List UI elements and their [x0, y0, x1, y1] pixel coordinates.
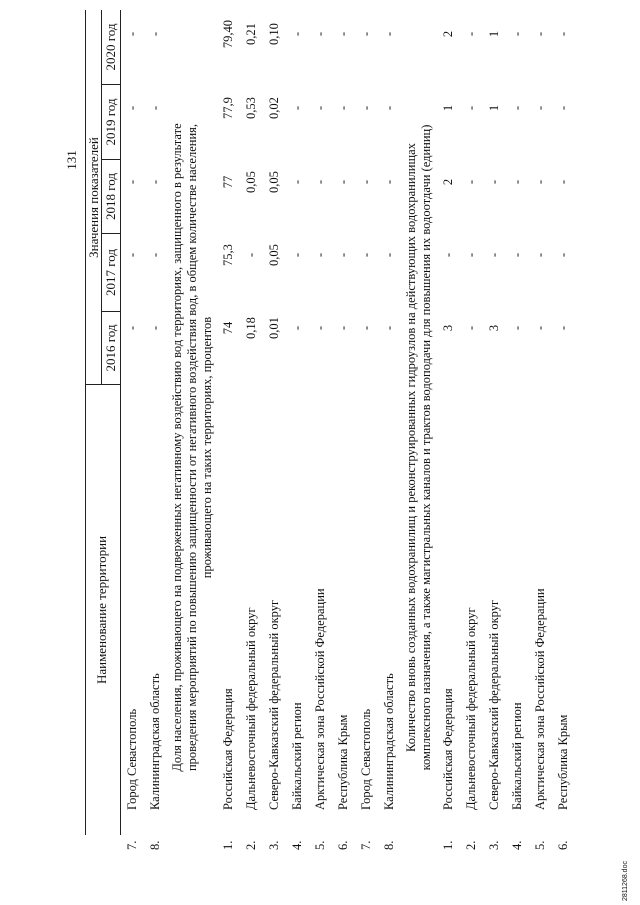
- value-cell: -: [510, 325, 524, 331]
- value-cell: 0,53: [244, 97, 258, 119]
- table-row: [267, 10, 289, 850]
- year-header: 2020 год: [103, 23, 118, 71]
- table-row: [464, 10, 486, 850]
- value-cell: 74: [221, 321, 235, 335]
- row-number: 5.: [533, 840, 547, 850]
- value-cell: -: [556, 179, 570, 185]
- value-cell: -: [464, 105, 478, 111]
- value-cell: 0,05: [244, 171, 258, 193]
- territory-name: Северо-Кавказский федеральный округ: [487, 599, 501, 810]
- territory-name: Арктическая зона Российской Федерации: [533, 588, 547, 810]
- value-cell: -: [382, 325, 396, 331]
- table-row: [221, 10, 243, 850]
- value-cell: -: [290, 31, 304, 37]
- value-cell: -: [359, 31, 373, 37]
- header-bottom-border: [120, 10, 121, 835]
- value-cell: -: [510, 31, 524, 37]
- section-heading: [170, 60, 215, 835]
- value-cell: 79,40: [221, 19, 235, 49]
- value-cell: 75,3: [221, 244, 235, 266]
- value-cell: -: [125, 179, 139, 185]
- territory-name: Байкальский регион: [290, 702, 304, 810]
- value-cell: -: [464, 31, 478, 37]
- value-cell: 3: [441, 324, 455, 332]
- territory-name: Дальневосточный федеральный округ: [464, 607, 478, 810]
- value-cell: -: [313, 325, 327, 331]
- value-cell: -: [556, 325, 570, 331]
- section-heading-line: проживающего на таких территориях, процентов: [200, 316, 214, 579]
- value-cell: 77: [221, 175, 235, 189]
- territory-name: Российская Федерация: [221, 688, 235, 810]
- territory-name: Республика Крым: [336, 714, 350, 810]
- territory-name: Калининградская область: [382, 673, 396, 810]
- value-cell: -: [290, 325, 304, 331]
- value-cell: -: [148, 325, 162, 331]
- name-column-header: Наименование территории: [94, 535, 109, 685]
- value-cell: -: [148, 179, 162, 185]
- value-cell: 2: [441, 30, 455, 38]
- value-cell: 0,02: [267, 97, 281, 119]
- row-number: 2.: [464, 840, 478, 850]
- territory-name: Северо-Кавказский федеральный округ: [267, 599, 281, 810]
- value-cell: 0,10: [267, 23, 281, 45]
- row-number: 3.: [267, 840, 281, 850]
- value-cell: 0,01: [267, 317, 281, 339]
- row-number: 5.: [313, 840, 327, 850]
- section-heading-line: проведения мероприятий по повышению защищенности от негативного воздействия вод, в общем количестве населения,: [185, 123, 199, 772]
- value-cell: -: [556, 31, 570, 37]
- row-number: 6.: [556, 840, 570, 850]
- value-cell: -: [336, 31, 350, 37]
- value-cell: 0,18: [244, 317, 258, 339]
- value-cell: -: [125, 105, 139, 111]
- value-cell: -: [382, 105, 396, 111]
- year-header: 2016 год: [103, 324, 118, 372]
- value-cell: 2: [441, 178, 455, 186]
- table-row: [244, 10, 266, 850]
- year-header: 2019 год: [103, 98, 118, 146]
- row-number: 8.: [148, 840, 162, 850]
- row-number: 4.: [510, 840, 524, 850]
- territory-name: Город Севастополь: [359, 708, 373, 810]
- territory-name: Байкальский регион: [510, 702, 524, 810]
- year-header: 2018 год: [103, 173, 118, 220]
- values-title-header: Значения показателей: [86, 137, 101, 258]
- value-cell: 1: [441, 104, 455, 112]
- value-cell: -: [464, 325, 478, 331]
- value-cell: -: [533, 31, 547, 37]
- value-cell: 0,05: [267, 244, 281, 266]
- row-number: 7.: [125, 840, 139, 850]
- value-cell: -: [359, 325, 373, 331]
- territory-name: Республика Крым: [556, 714, 570, 810]
- row-number: 8.: [382, 840, 396, 850]
- value-cell: -: [510, 105, 524, 111]
- value-cell: -: [533, 105, 547, 111]
- table-row: [441, 10, 463, 850]
- value-cell: -: [556, 105, 570, 111]
- value-cell: -: [464, 252, 478, 258]
- value-cell: -: [441, 252, 455, 258]
- value-cell: -: [382, 31, 396, 37]
- value-cell: -: [487, 179, 501, 185]
- value-cell: 3: [487, 324, 501, 332]
- value-cell: -: [533, 325, 547, 331]
- value-cell: -: [244, 252, 258, 258]
- territory-name: Дальневосточный федеральный округ: [244, 607, 258, 810]
- value-cell: -: [125, 252, 139, 258]
- row-number: 4.: [290, 840, 304, 850]
- value-cell: -: [359, 105, 373, 111]
- row-number: 7.: [359, 840, 373, 850]
- table-row: [556, 10, 578, 850]
- document-filename: 2811268.doc: [622, 861, 629, 901]
- row-number: 1.: [441, 840, 455, 850]
- value-cell: -: [533, 179, 547, 185]
- value-cell: -: [359, 179, 373, 185]
- section-heading-line: Количество вновь созданных водохранилищ и реконструированных гидроузлов на действующих водохранилищах: [404, 143, 418, 752]
- value-cell: -: [313, 252, 327, 258]
- value-cell: -: [464, 179, 478, 185]
- table-row: [336, 10, 358, 850]
- value-cell: -: [148, 105, 162, 111]
- value-cell: -: [148, 252, 162, 258]
- year-header: 2017 год: [103, 249, 118, 296]
- value-cell: -: [313, 105, 327, 111]
- table-row: [148, 10, 170, 850]
- value-cell: -: [510, 252, 524, 258]
- section-heading-line: Доля населения, проживающего на подверженных негативному воздействию вод территориях, защищенного в результате: [170, 123, 184, 772]
- page-number: 131: [64, 150, 79, 170]
- territory-name: Город Севастополь: [125, 708, 139, 810]
- value-cell: 77,9: [221, 97, 235, 119]
- table-row: [290, 10, 312, 850]
- value-cell: -: [382, 179, 396, 185]
- table-row: [359, 10, 381, 850]
- value-cell: -: [290, 179, 304, 185]
- row-number: 1.: [221, 840, 235, 850]
- value-cell: -: [510, 179, 524, 185]
- value-cell: -: [313, 179, 327, 185]
- table-row: [533, 10, 555, 850]
- value-cell: -: [382, 252, 396, 258]
- value-cell: 0,05: [267, 171, 281, 193]
- value-cell: -: [290, 252, 304, 258]
- section-heading-line: комплексного назначения, а также магистральных каналов и трактов водоподачи для повышения их водоотдачи (единиц): [419, 124, 433, 771]
- table-row: [510, 10, 532, 850]
- value-cell: -: [313, 31, 327, 37]
- table-row: [487, 10, 509, 850]
- value-cell: -: [336, 252, 350, 258]
- value-cell: -: [556, 252, 570, 258]
- row-number: 3.: [487, 840, 501, 850]
- table-row: [313, 10, 335, 850]
- value-cell: -: [336, 179, 350, 185]
- table-row: [125, 10, 147, 850]
- value-cell: -: [533, 252, 547, 258]
- territory-name: Арктическая зона Российской Федерации: [313, 588, 327, 810]
- value-cell: 0,21: [244, 23, 258, 45]
- value-cell: -: [487, 252, 501, 258]
- value-cell: -: [336, 325, 350, 331]
- value-cell: -: [125, 325, 139, 331]
- territory-name: Калининградская область: [148, 673, 162, 810]
- territory-name: Российская Федерация: [441, 688, 455, 810]
- value-cell: -: [148, 31, 162, 37]
- value-cell: -: [359, 252, 373, 258]
- value-cell: 1: [487, 30, 501, 38]
- value-cell: -: [125, 31, 139, 37]
- value-cell: 1: [487, 104, 501, 112]
- row-number: 2.: [244, 840, 258, 850]
- value-cell: -: [336, 105, 350, 111]
- value-cell: -: [290, 105, 304, 111]
- section-heading: [404, 60, 434, 835]
- row-number: 6.: [336, 840, 350, 850]
- table-row: [382, 10, 404, 850]
